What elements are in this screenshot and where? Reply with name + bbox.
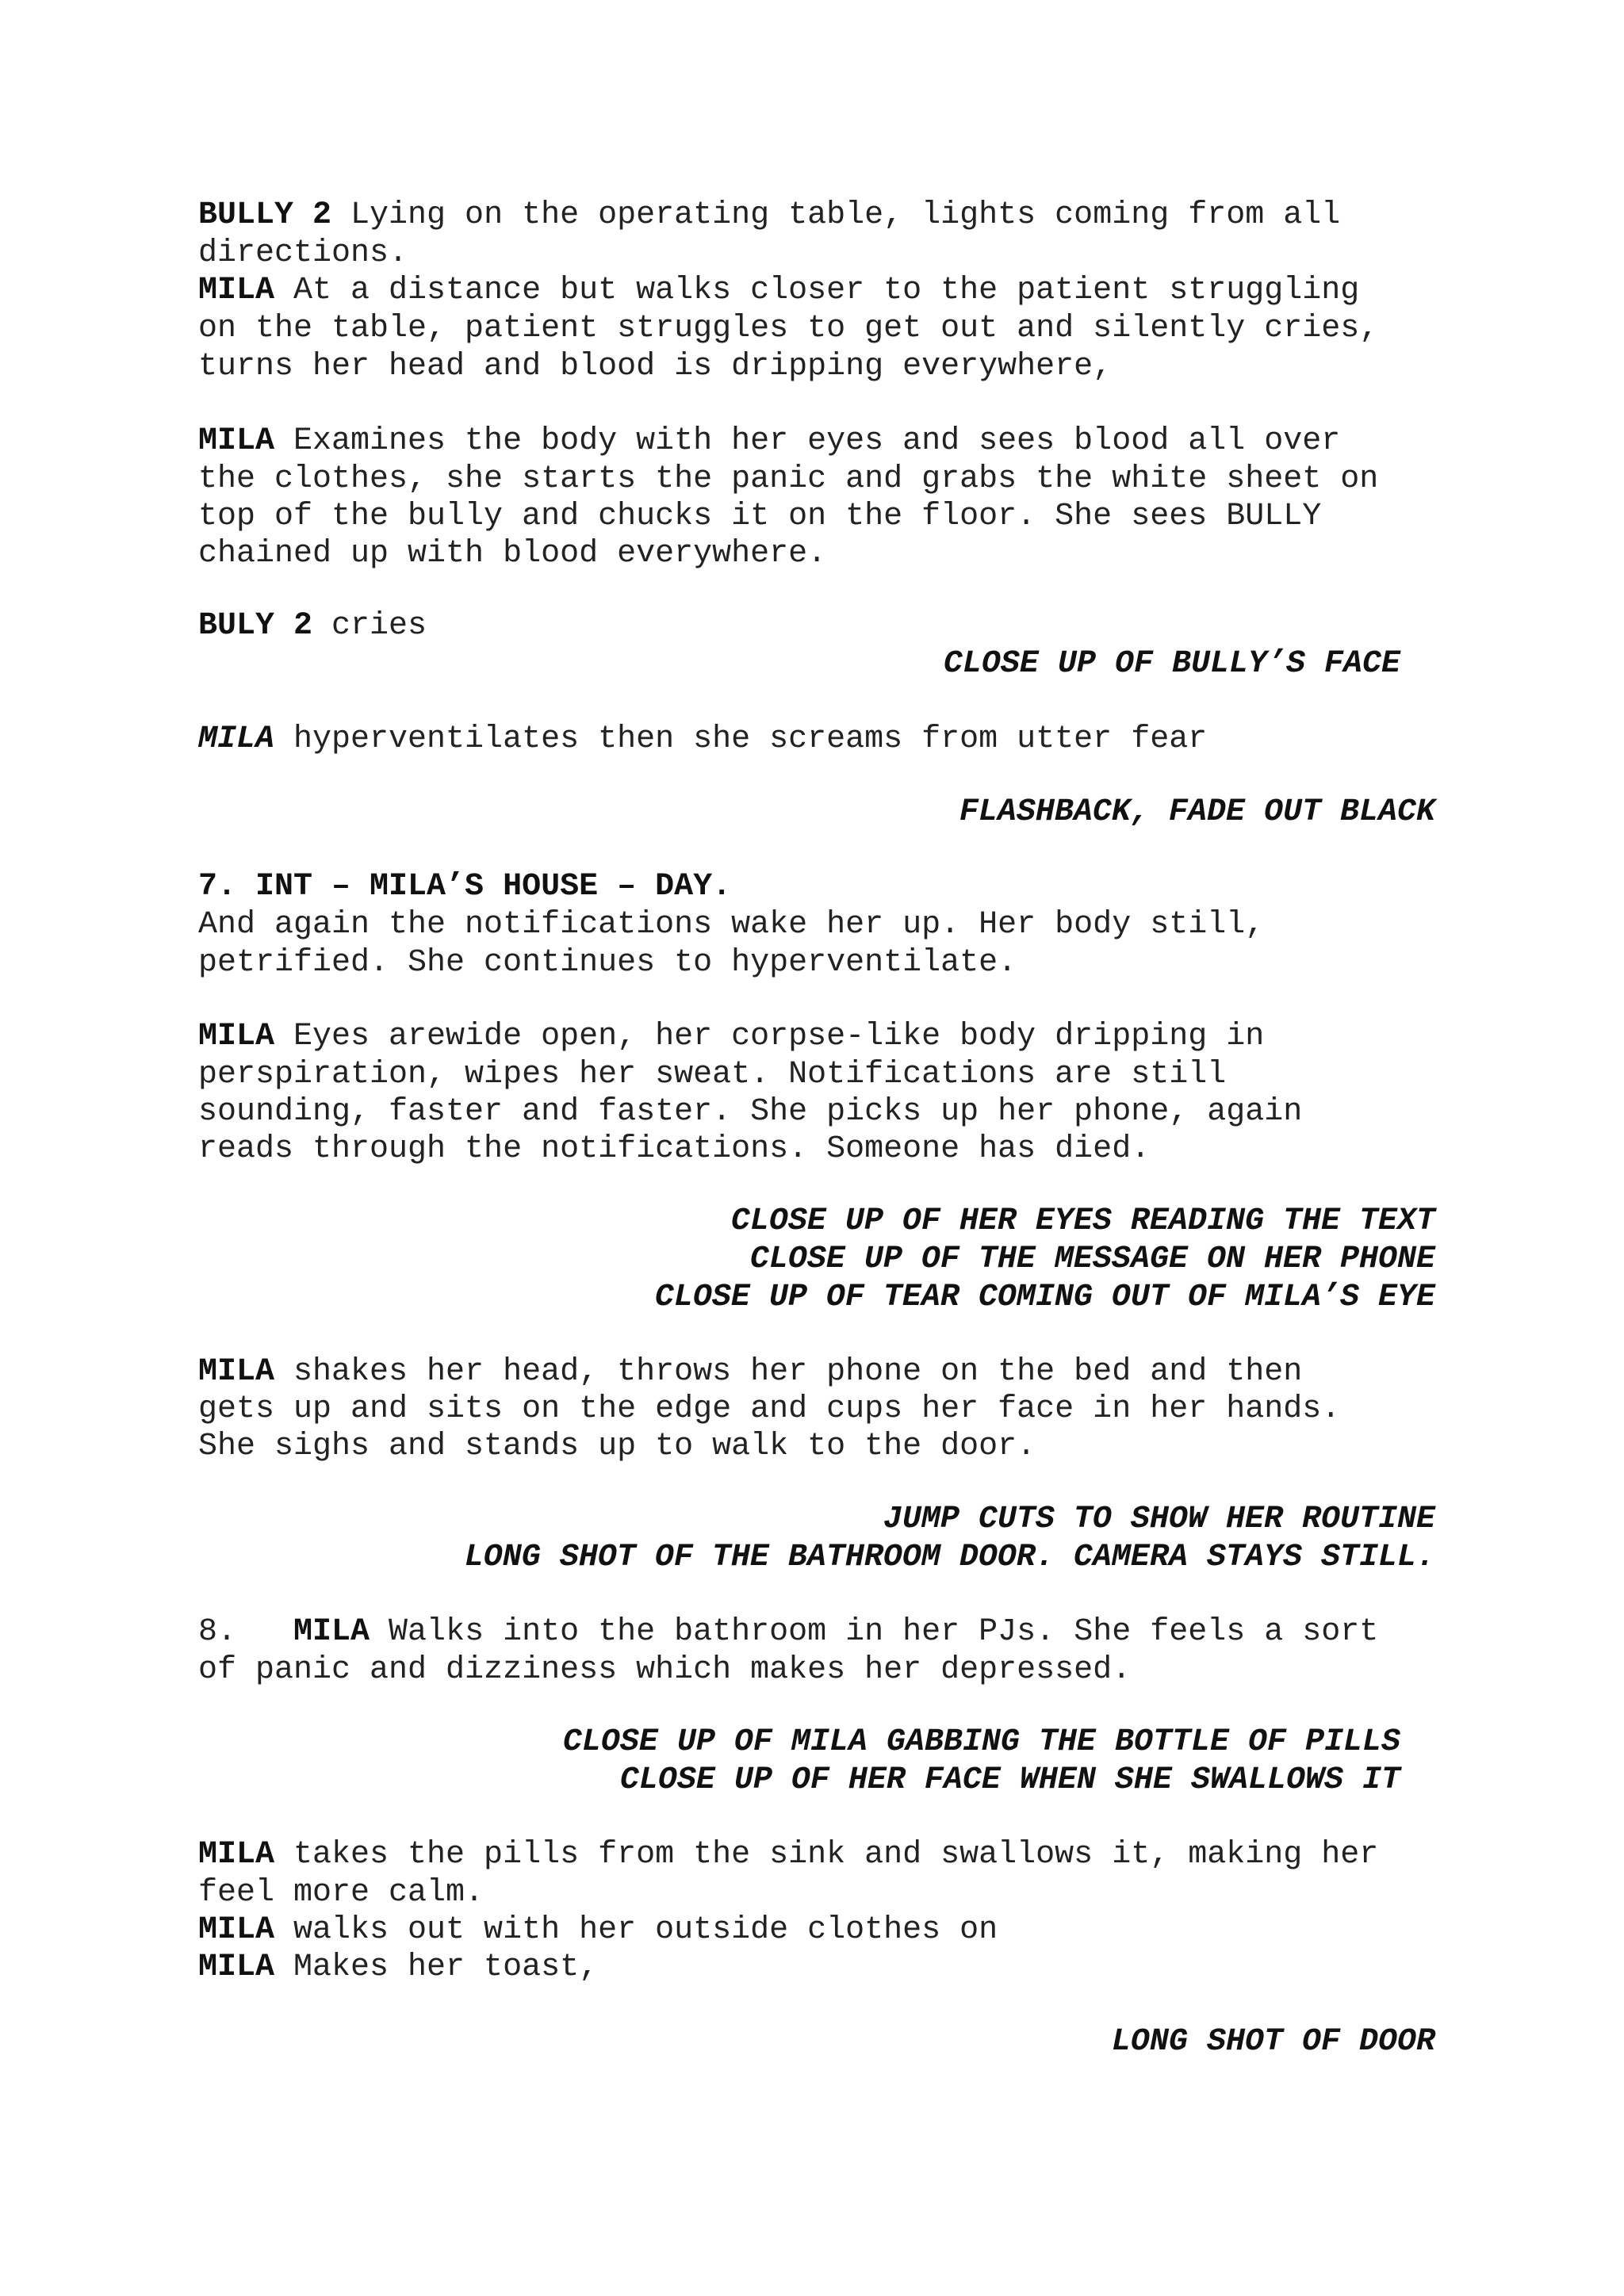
speaker-name: MILA [198, 1019, 275, 1054]
scene-number: 8. [198, 1614, 294, 1650]
shot-direction: CLOSE UP OF TEAR COMING OUT OF MILA’S EYE [654, 1280, 1435, 1315]
action-line: reads through the notifications. Someone has died. [198, 1131, 1151, 1167]
action-line [198, 272, 1359, 310]
shot-direction: CLOSE UP OF HER EYES READING THE TEXT [730, 1203, 1435, 1239]
speaker-name: MILA [198, 1837, 275, 1873]
speaker-name: MILA [198, 1912, 275, 1948]
speaker-name: MILA [198, 273, 275, 308]
action-line [198, 1018, 1264, 1056]
shot-direction: LONG SHOT OF DOOR [1111, 2024, 1435, 2060]
action-text: Makes her toast, [274, 1950, 599, 1985]
action-line: sounding, faster and faster. She picks up her phone, again [198, 1094, 1303, 1130]
action-line [198, 1911, 998, 1950]
action-line: directions. [198, 235, 408, 271]
action-text: cries [312, 608, 427, 644]
action-line [198, 1949, 598, 1987]
speaker-name: MILA [198, 721, 275, 757]
action-line [198, 1613, 1378, 1651]
action-line: perspiration, wipes her sweat. Notifications are still [198, 1057, 1227, 1093]
action-line: chained up with blood everywhere. [198, 536, 827, 572]
shot-direction: LONG SHOT OF THE BATHROOM DOOR. CAMERA STAYS STILL. [464, 1540, 1435, 1575]
action-text: Lying on the operating table, lights coming from all [331, 197, 1341, 233]
action-text: Examines the body with her eyes and sees blood all over [274, 423, 1341, 459]
speaker-name: MILA [198, 1950, 275, 1985]
action-line: the clothes, she starts the panic and grabs the white sheet on [198, 461, 1379, 497]
action-line: on the table, patient struggles to get out and silently cries, [198, 311, 1379, 346]
shot-direction: CLOSE UP OF THE MESSAGE ON HER PHONE [749, 1242, 1435, 1277]
speaker-name: MILA [198, 423, 275, 459]
speaker-name: MILA [293, 1614, 370, 1650]
action-line: turns her head and blood is dripping everywhere, [198, 349, 1113, 385]
action-text: walks out with her outside clothes on [274, 1912, 998, 1948]
action-line: petrified. She continues to hyperventilate. [198, 945, 1017, 981]
action-line [198, 607, 427, 645]
action-line [198, 1836, 1378, 1874]
action-text: hyperventilates then she screams from utter fear [274, 721, 1208, 757]
action-line: feel more calm. [198, 1875, 485, 1911]
shot-direction: FLASHBACK, FADE OUT BLACK [959, 794, 1435, 830]
action-text: Eyes arewide open, her corpse-like body dripping in [274, 1019, 1265, 1054]
shot-direction: CLOSE UP OF HER FACE WHEN SHE SWALLOWS IT [619, 1762, 1400, 1798]
action-line [198, 197, 1340, 235]
action-line: top of the bully and chucks it on the floor. She sees BULLY [198, 499, 1322, 534]
action-line: She sighs and stands up to walk to the door. [198, 1429, 1036, 1464]
action-text: shakes her head, throws her phone on the bed and then [274, 1354, 1303, 1390]
action-text: takes the pills from the sink and swallows it, making her [274, 1837, 1379, 1873]
shot-direction: JUMP CUTS TO SHOW HER ROUTINE [883, 1502, 1435, 1537]
speaker-name: BULLY 2 [198, 197, 332, 233]
action-text: At a distance but walks closer to the patient struggling [274, 273, 1360, 308]
action-line [198, 1353, 1302, 1391]
speaker-name: MILA [198, 1354, 275, 1390]
speaker-name: BULY 2 [198, 608, 313, 644]
action-text: Walks into the bathroom in her PJs. She feels a sort [370, 1614, 1379, 1650]
action-line [198, 423, 1340, 461]
scene-heading: 7. INT – MILA’S HOUSE – DAY. [198, 869, 732, 905]
action-line: of panic and dizziness which makes her depressed. [198, 1652, 1132, 1688]
shot-direction: CLOSE UP OF MILA GABBING THE BOTTLE OF PILLS [562, 1724, 1400, 1760]
action-line: And again the notifications wake her up. Her body still, [198, 907, 1265, 943]
shot-direction: CLOSE UP OF BULLY’S FACE [943, 646, 1400, 682]
action-line [198, 721, 1207, 759]
action-line: gets up and sits on the edge and cups her face in her hands. [198, 1391, 1341, 1427]
